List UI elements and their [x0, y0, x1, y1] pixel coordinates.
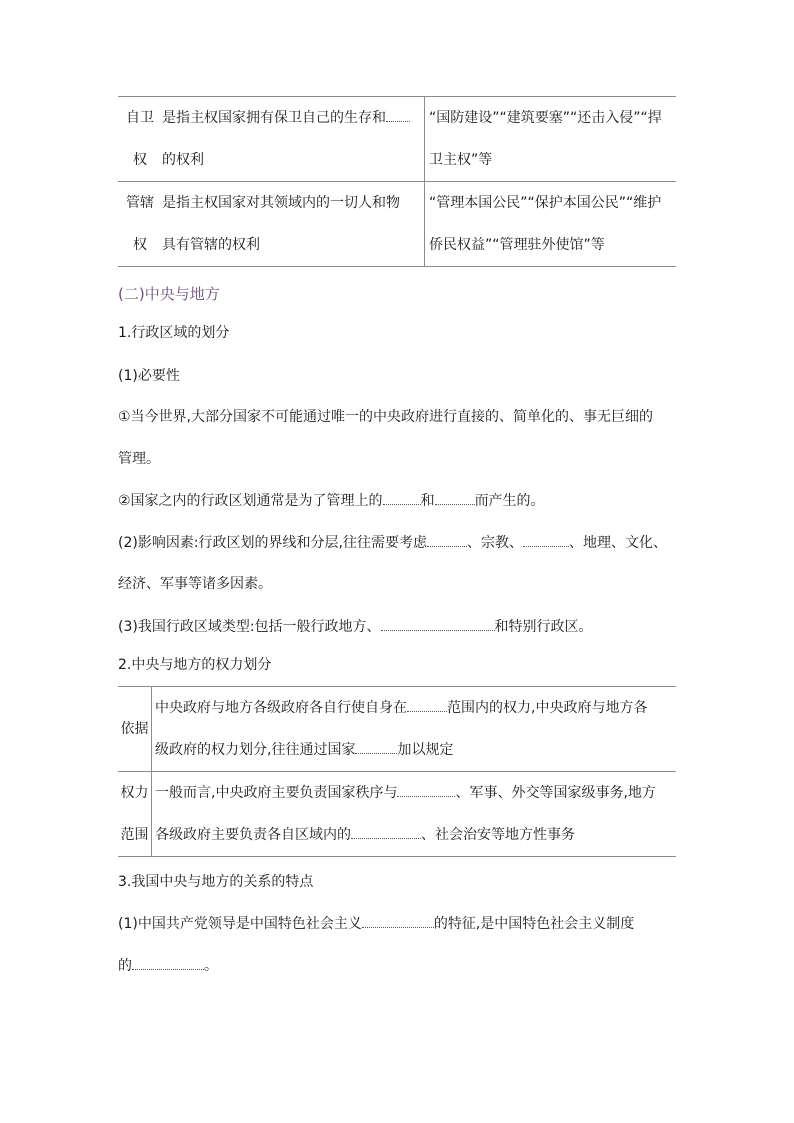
example-cell: [425, 97, 677, 182]
term-text: 管辖: [126, 195, 154, 211]
cell-text: 级政府的权力划分,往往通过国家: [155, 742, 356, 758]
definition-cell: [162, 182, 425, 267]
example-cell: [425, 182, 677, 267]
paragraph-text: 和: [420, 493, 435, 509]
fill-blank[interactable]: [397, 782, 455, 797]
term-text: 权: [133, 152, 147, 168]
paragraph-text: ①当今世界,大部分国家不可能通过唯一的中央政府进行直接的、简单化的、事无巨细的: [118, 409, 653, 425]
cell-text: 、军事、外交等国家级事务,地方: [455, 785, 656, 801]
heading-relation-features: 3.我国中央与地方的关系的特点: [118, 874, 314, 890]
example-text: 卫主权”等: [429, 152, 493, 168]
fill-blank[interactable]: [407, 697, 447, 712]
paragraph-text: 经济、军事等诸多因素。: [118, 576, 272, 592]
paragraph-text: 。: [204, 958, 218, 974]
fill-blank[interactable]: [386, 107, 410, 122]
term-text: 自卫: [126, 110, 154, 126]
cell-text: 一般而言,中央政府主要负责国家秩序与: [155, 785, 398, 801]
paragraph-text: 的特征,是中国特色社会主义制度: [433, 916, 635, 932]
paragraph-line: [118, 955, 218, 976]
term-text: 权: [133, 237, 147, 253]
paragraph-text: 管理。: [118, 451, 160, 467]
fill-blank[interactable]: [362, 913, 434, 928]
paragraph-text: (1)中国共产党领导是中国特色社会主义: [118, 916, 362, 932]
fill-blank[interactable]: [132, 955, 204, 970]
basis-key: 依据: [118, 687, 152, 772]
paragraph-line: [118, 913, 634, 934]
paragraph-line: [118, 616, 593, 637]
paragraph-text: ②国家之内的行政区划通常是为了管理上的: [118, 493, 383, 509]
fill-blank[interactable]: [523, 532, 569, 547]
fill-blank[interactable]: [351, 824, 421, 839]
necessity-label: (1)必要性: [118, 368, 180, 384]
paragraph-line: [118, 532, 667, 553]
paragraph-text: 、地理、文化、: [569, 535, 667, 551]
term-cell: [118, 97, 162, 182]
definition-text: 具有管辖的权利: [162, 237, 260, 253]
scope-value: [152, 772, 677, 857]
rights-table: [118, 96, 676, 267]
basis-value: [152, 687, 677, 772]
fill-blank[interactable]: [435, 490, 475, 505]
section-title: (二)中央与地方: [118, 285, 220, 303]
cell-text: 中央政府与地方各级政府各自行使自身在: [155, 700, 407, 716]
cell-text: 加以规定: [397, 742, 454, 758]
cell-text: 、社会治安等地方性事务: [421, 827, 575, 843]
paragraph-line: [118, 490, 545, 511]
paragraph-text: 、宗教、: [467, 535, 523, 551]
example-text: “管理本国公民”“保护本国公民”“维护: [429, 195, 662, 211]
table-row: [118, 97, 676, 182]
paragraph-text: 而产生的。: [474, 493, 545, 509]
example-text: “国防建设”“建筑要塞”“还击入侵”“捍: [429, 110, 662, 126]
fill-blank[interactable]: [427, 532, 467, 547]
cell-text: 各级政府主要负责各自区域内的: [155, 827, 351, 843]
table-row: [118, 772, 676, 857]
heading-admin-division: 1.行政区域的划分: [118, 325, 230, 341]
cell-text: 范围内的权力,中央政府与地方各: [447, 700, 648, 716]
example-text: 侨民权益”“管理驻外使馆”等: [429, 237, 605, 253]
key-text: 范围: [120, 827, 149, 843]
paragraph-text: (2)影响因素:行政区划的界线和分层,往往需要考虑: [118, 535, 427, 551]
power-table: [118, 686, 676, 857]
table-row: [118, 687, 676, 772]
fill-blank[interactable]: [381, 616, 495, 631]
scope-key: [118, 772, 152, 857]
heading-power-division: 2.中央与地方的权力划分: [118, 657, 272, 673]
paragraph-text: 和特别行政区。: [494, 619, 593, 635]
definition-text: 的权利: [162, 152, 204, 168]
fill-blank[interactable]: [383, 490, 421, 505]
paragraph-text: (3)我国行政区域类型:包括一般行政地方、: [118, 619, 381, 635]
definition-cell: [162, 97, 425, 182]
key-text: 权力: [120, 785, 149, 801]
definition-text: 是指主权国家拥有保卫自己的生存和: [162, 110, 386, 126]
paragraph-text: 的: [118, 958, 132, 974]
fill-blank[interactable]: [355, 739, 397, 754]
table-row: [118, 182, 676, 267]
definition-text: 是指主权国家对其领域内的一切人和物: [162, 195, 400, 211]
term-cell: [118, 182, 162, 267]
